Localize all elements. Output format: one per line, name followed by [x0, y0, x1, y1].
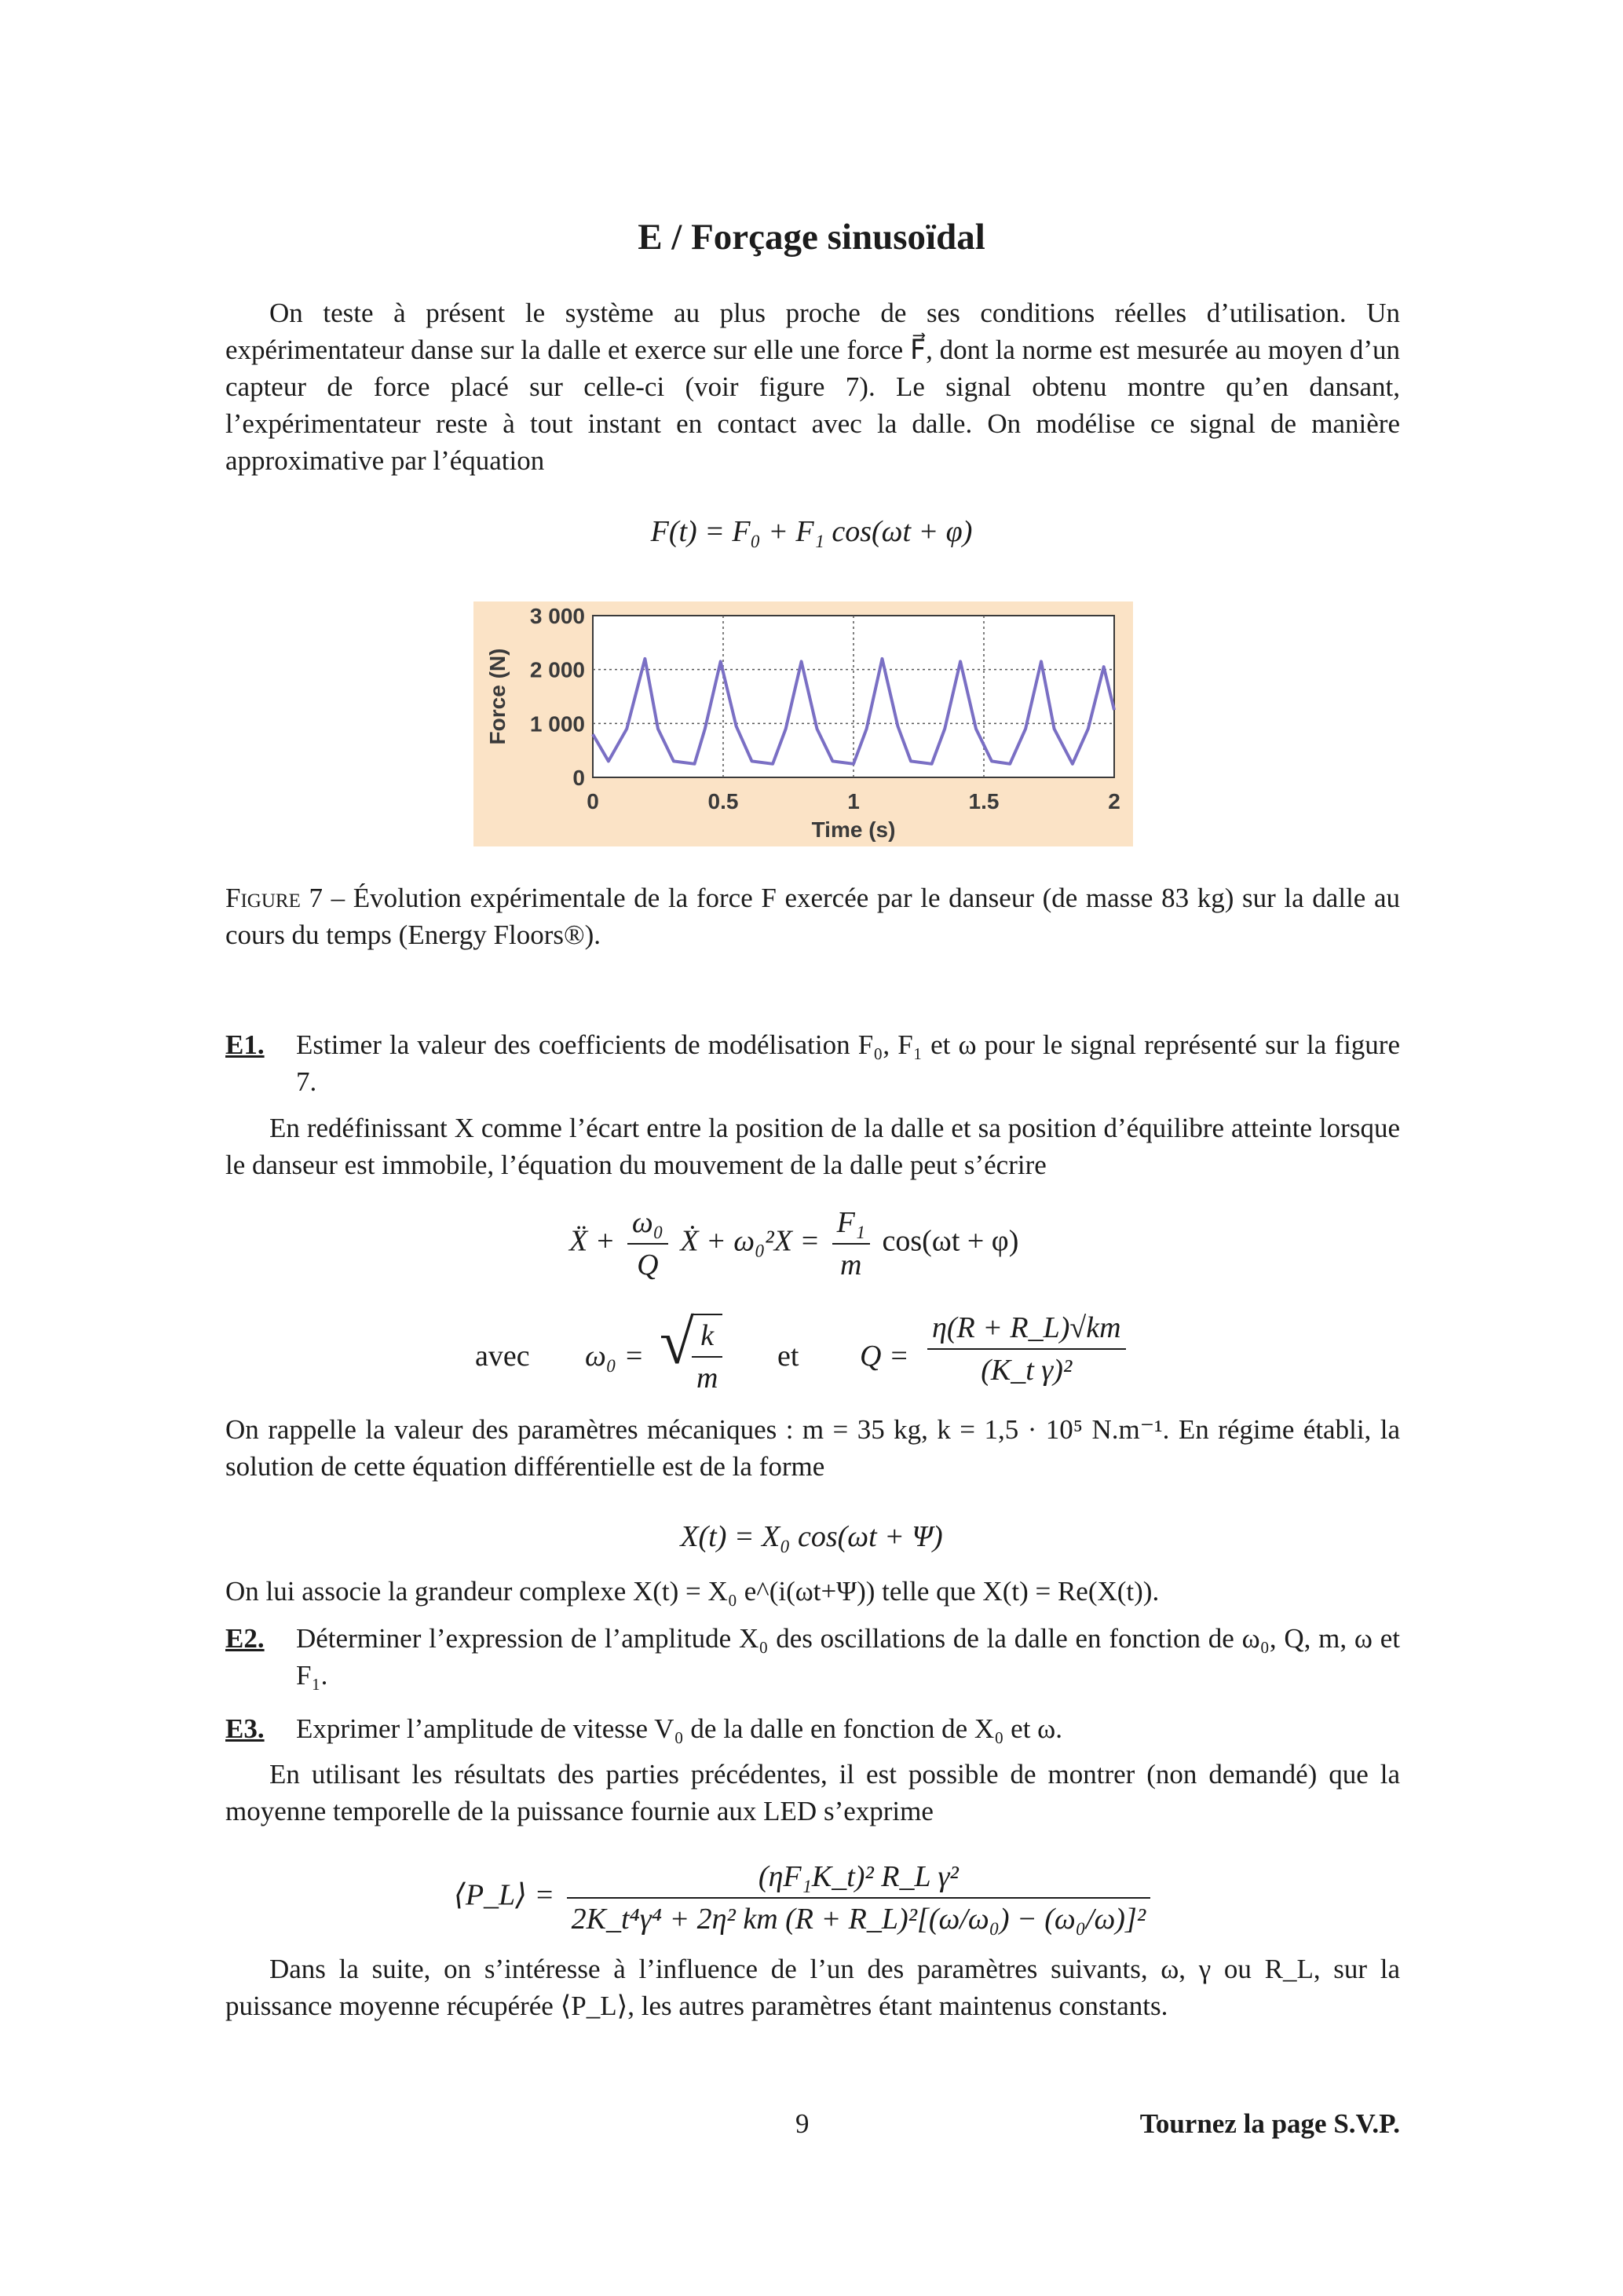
- paragraph-parameters: On rappelle la valeur des paramètres mécaniques : m = 35 kg, k = 1,5 · 10⁵ N.m⁻¹. En régime établi, la solution de cette équation différentielle est de la forme: [225, 1414, 1400, 1482]
- eq-motion-frac2-num: F₁: [832, 1205, 870, 1245]
- eq-power-lhs: ⟨P_L⟩ =: [454, 1878, 555, 1912]
- figure-label: Figure 7: [225, 883, 323, 913]
- eq-sqrt-frac: [692, 1314, 722, 1395]
- equation-parameters: [475, 1307, 1182, 1402]
- eq-motion-lhs-b: Ẋ + ω₀²X =: [680, 1224, 821, 1258]
- question-e3-label: E3.: [225, 1713, 265, 1744]
- x-tick-label: 1: [847, 789, 860, 813]
- eq-motion-frac1-num: ω₀: [627, 1205, 668, 1245]
- question-e1-text: Estimer la valeur des coefficients de modélisation F₀, F₁ et ω pour le signal représenté sur la figure 7.: [296, 1029, 1400, 1097]
- x-tick-label: 2: [1108, 789, 1120, 813]
- paragraph-x-definition: En redéfinissant X comme l’écart entre la position de la dalle et sa position d’équilibre atteinte lorsque le danseur est immobile, l’équation du mouvement de la dalle peut s’écrire: [225, 1113, 1400, 1180]
- x-axis-label: Time (s): [811, 817, 896, 842]
- turn-page-note: Tournez la page S.V.P.: [1139, 2108, 1400, 2139]
- eq-motion-rhs: cos(ωt + φ): [882, 1224, 1019, 1258]
- eq-motion-lhs-a: Ẍ +: [569, 1224, 616, 1258]
- y-tick-label: 3 000: [529, 604, 585, 628]
- eq-sqrt: √: [660, 1308, 694, 1377]
- eq-q-lhs: Q =: [860, 1340, 909, 1373]
- eq-q-num: η(R + R_L)√km: [927, 1311, 1126, 1350]
- eq-q-frac: [927, 1311, 1126, 1387]
- question-e2-text: Déterminer l’expression de l’amplitude X₀ des oscillations de la dalle en fonction de ω₀, Q, m, ω et F₁.: [296, 1623, 1400, 1691]
- y-tick-label: 2 000: [529, 657, 585, 682]
- paragraph-complex: On lui associe la grandeur complexe X(t) = X₀ e^(i(ωt+Ψ)) telle que X(t) = Re(X(t)).: [225, 1576, 1160, 1607]
- x-tick-label: 1.5: [968, 789, 1000, 813]
- x-tick-label: 0: [587, 789, 599, 813]
- paragraph-final: Dans la suite, on s’intéresse à l’influence de l’un des paramètres suivants, ω, γ ou R_L, sur la puissance moyenne récupérée ⟨P_L⟩, les autres paramètres étant maintenus constants.: [225, 1954, 1400, 2021]
- eq-avec: avec: [475, 1340, 530, 1373]
- question-e1-label: E1.: [225, 1029, 265, 1060]
- eq-motion-frac2-den: m: [840, 1249, 862, 1281]
- eq-q-den: (K_t γ)²: [981, 1354, 1073, 1387]
- figure-caption-text: – Évolution expérimentale de la force F exercée par le danseur (de masse 83 kg) sur la dalle au cours du temps (Energy Floors®).: [225, 883, 1400, 950]
- equation-motion: [569, 1205, 1018, 1282]
- eq-motion-frac1: [627, 1205, 668, 1282]
- force-chart: [473, 601, 1133, 846]
- y-tick-label: 1 000: [529, 711, 585, 737]
- eq-et: et: [777, 1340, 799, 1373]
- figure-caption: [225, 879, 1400, 953]
- page-number: 9: [795, 2108, 810, 2139]
- paragraph-power: En utilisant les résultats des parties précédentes, il est possible de montrer (non demandé) que la moyenne temporelle de la puissance fournie aux LED s’exprime: [225, 1759, 1400, 1826]
- eq-omega0-lhs: ω₀ =: [585, 1340, 645, 1373]
- eq-power-den: 2K_t⁴γ⁴ + 2η² km (R + R_L)²[(ω/ω₀) − (ω₀/ω)]²: [571, 1903, 1146, 1936]
- intro-paragraph: On teste à présent le système au plus proche de ses conditions réelles d’utilisation. Un expérimentateur danse sur la dalle et exerce sur elle une force F⃗, dont la norme est mesurée au moyen d’un capteur de force placé sur celle-ci (voir figure 7). Le signal obtenu montre qu’en dansant, l’expérimentateur reste à tout instant en contact avec la dalle. On modélise ce signal de manière approximative par l’équation: [225, 298, 1400, 476]
- section-title: E / Forçage sinusoïdal: [638, 217, 985, 258]
- eq-power-num: (ηF₁K_t)² R_L γ²: [567, 1859, 1150, 1899]
- eq-motion-frac2: [832, 1205, 870, 1282]
- eq-power-frac: [567, 1859, 1150, 1936]
- equation-power: [454, 1859, 1155, 1936]
- y-axis-label: Force (N): [485, 648, 510, 745]
- equation-solution: X(t) = X₀ cos(ωt + Ψ): [680, 1520, 943, 1553]
- question-e3-text: Exprimer l’amplitude de vitesse V₀ de la dalle en fonction de X₀ et ω.: [296, 1713, 1062, 1744]
- equation-force: F(t) = F₀ + F₁ cos(ωt + φ): [650, 515, 973, 548]
- eq-sqrt-den: m: [696, 1362, 718, 1395]
- eq-sqrt-num: k: [692, 1318, 722, 1358]
- question-e2-label: E2.: [225, 1623, 265, 1654]
- eq-motion-frac1-den: Q: [637, 1249, 659, 1281]
- y-tick-label: 0: [572, 766, 585, 790]
- x-tick-label: 0.5: [707, 789, 739, 813]
